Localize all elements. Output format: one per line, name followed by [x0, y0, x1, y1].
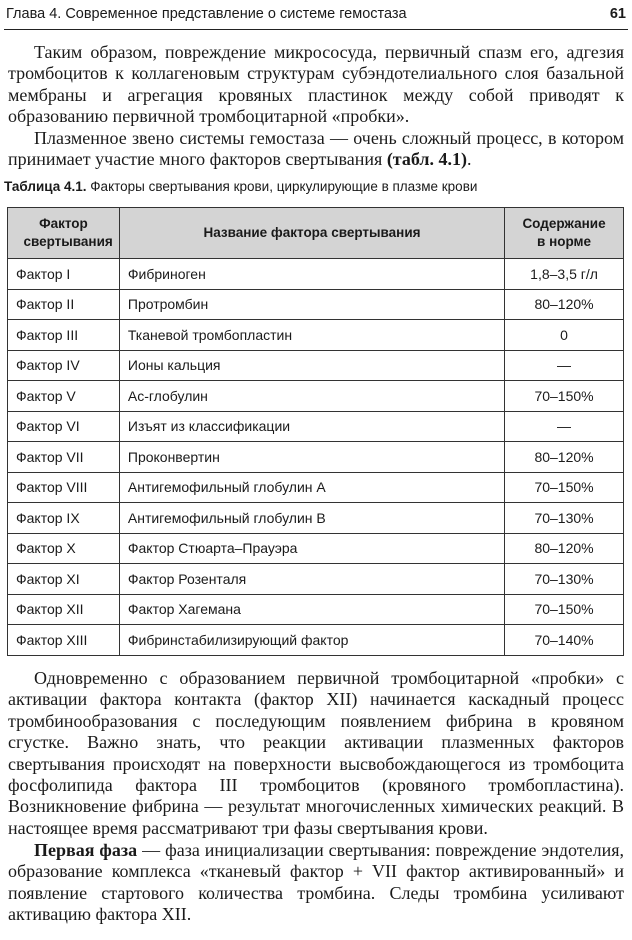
chapter-title: Глава 4. Современное представление о системе гемостаза — [6, 5, 407, 22]
factor-code: Фактор XI — [8, 564, 120, 595]
factor-name: Фактор Розенталя — [119, 564, 504, 595]
running-head — [4, 0, 628, 30]
factor-norm: 70–130% — [505, 503, 624, 534]
paragraph-4 — [8, 840, 624, 926]
factor-code: Фактор IV — [8, 350, 120, 381]
factor-code: Фактор I — [8, 259, 120, 290]
table-row — [8, 533, 624, 564]
factor-name: Ас-глобулин — [119, 381, 504, 412]
factor-code: Фактор XII — [8, 594, 120, 625]
factor-code: Фактор VI — [8, 411, 120, 442]
table-row — [8, 289, 624, 320]
table-row — [8, 594, 624, 625]
table-row — [8, 442, 624, 473]
factor-norm: 70–150% — [505, 594, 624, 625]
table-row — [8, 625, 624, 656]
factor-norm: 70–150% — [505, 472, 624, 503]
factor-norm: 0 — [505, 320, 624, 351]
table-row — [8, 320, 624, 351]
table-body — [8, 259, 624, 656]
factor-code: Фактор III — [8, 320, 120, 351]
factor-name: Протромбин — [119, 289, 504, 320]
table-caption-text: Факторы свертывания крови, циркулирующие в плазме крови — [86, 179, 478, 194]
factor-norm: 80–120% — [505, 442, 624, 473]
factor-name: Фибриноген — [119, 259, 504, 290]
factor-name: Антигемофильный глобулин А — [119, 472, 504, 503]
factor-name: Фибринстабилизирующий фактор — [119, 625, 504, 656]
factor-norm: 1,8–3,5 г/л — [505, 259, 624, 290]
factor-norm: 80–120% — [505, 289, 624, 320]
factor-norm: — — [505, 350, 624, 381]
factor-name: Проконвертин — [119, 442, 504, 473]
table-header-row — [8, 208, 624, 259]
factor-norm: — — [505, 411, 624, 442]
factor-code: Фактор X — [8, 533, 120, 564]
header-factor-text: Фактор свертывания — [23, 216, 113, 249]
header-name: Название фактора свертывания — [119, 208, 504, 259]
table-reference: (табл. 4.1) — [386, 149, 468, 170]
table-caption-label: Таблица 4.1. — [4, 179, 87, 194]
paragraph-1 — [8, 42, 624, 128]
paragraph-2-body: Плазменное звено системы гемостаза — очень сложный процесс, в котором принимает участие много факторов свертывания — [8, 128, 624, 170]
table-row — [8, 411, 624, 442]
factor-code: Фактор V — [8, 381, 120, 412]
table-row — [8, 472, 624, 503]
factor-name: Тканевой тромбопластин — [119, 320, 504, 351]
paragraph-3-text: Одновременно с образованием первичной тромбоцитарной «пробки» с активации фактора контакта (фактор XII) начинается каскадный процесс тромбинообразования с последующим появлением фибрина в кровяном сгустке. Важно знать, что реакции активации плазменных факторов свертывания происходят на поверхности высвобождающегося из тромбоцита фосфолипида фактора III тромбоцитов (кровяного тромбопластина). Возникновение фибрина — результат многочисленных химических реакций. В настоящее время рассматривают три фазы свертывания крови. — [8, 668, 624, 838]
paragraph-2 — [8, 128, 624, 171]
header-factor — [8, 208, 120, 259]
factor-code: Фактор XIII — [8, 625, 120, 656]
header-content — [505, 208, 624, 259]
factor-norm: 70–130% — [505, 564, 624, 595]
factor-name: Фактор Стюарта–Прауэра — [119, 533, 504, 564]
paragraph-4-body: — фаза инициализации свертывания: повреждение эндотелия, образование комплекса «тканевый фактор + VII фактор активированный» и появление стартового количества тромбина. Следы тромбина усиливают активацию фактора XII. — [8, 840, 624, 925]
factor-name: Изъят из классификации — [119, 411, 504, 442]
factor-norm: 70–140% — [505, 625, 624, 656]
factor-code: Фактор VIII — [8, 472, 120, 503]
factor-code: Фактор IX — [8, 503, 120, 534]
factor-norm: 70–150% — [505, 381, 624, 412]
table-row — [8, 503, 624, 534]
paragraph-2-end: . — [467, 149, 472, 170]
page-number: 61 — [609, 5, 626, 22]
factor-name: Ионы кальция — [119, 350, 504, 381]
phase-lead: Первая фаза — [34, 840, 138, 860]
paragraph-2-text — [8, 128, 624, 171]
table-row — [8, 381, 624, 412]
table-row — [8, 564, 624, 595]
factor-norm: 80–120% — [505, 533, 624, 564]
factor-name: Фактор Хагемана — [119, 594, 504, 625]
table-row — [8, 259, 624, 290]
paragraph-1-text: Таким образом, повреждение микрососуда, первичный спазм его, адгезия тромбоцитов к коллагеновым структурам субэндотелиального слоя базальной мембраны и агрегация кровяных пластинок между собой приводят к образованию первичной тромбоцитарной «пробки». — [8, 42, 624, 127]
coagulation-factors-table — [7, 207, 624, 656]
table-row — [8, 350, 624, 381]
table-caption — [4, 179, 628, 194]
factor-code: Фактор VII — [8, 442, 120, 473]
paragraph-3 — [8, 668, 624, 839]
factor-name: Антигемофильный глобулин В — [119, 503, 504, 534]
factor-code: Фактор II — [8, 289, 120, 320]
paragraph-4-text — [8, 840, 624, 926]
header-content-text: Содержание в норме — [522, 216, 606, 249]
